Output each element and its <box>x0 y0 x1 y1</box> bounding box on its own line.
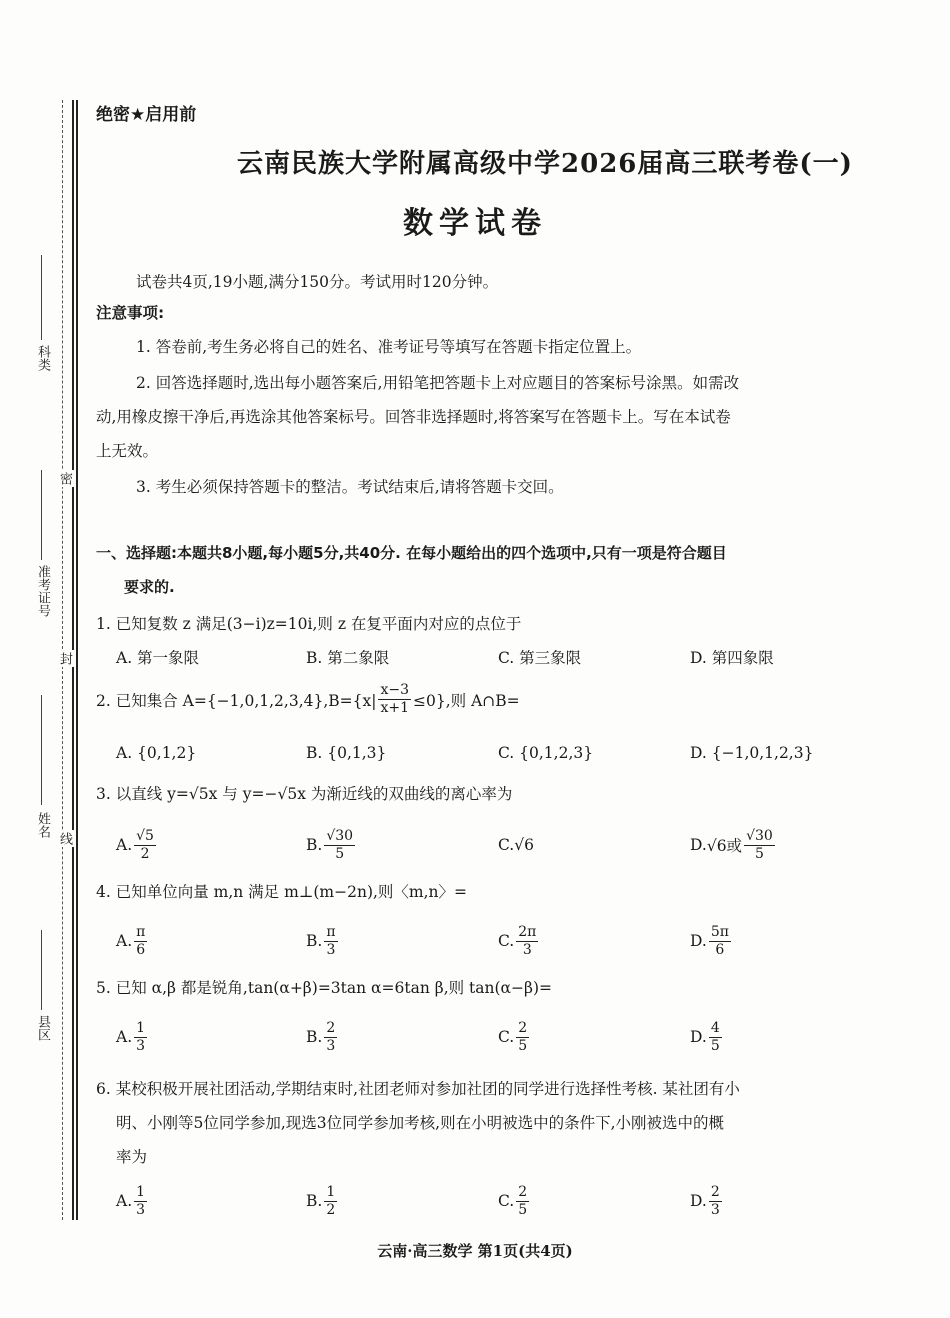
q5-options <box>116 1012 916 1062</box>
q6-stem-line2: 明、小刚等5位同学参加,现选3位同学参加考核,则在小明被选中的条件下,小刚被选中的概 <box>116 1114 725 1132</box>
q3-d-label: D. <box>690 836 707 854</box>
q6-c-label: C. <box>498 1192 515 1210</box>
q6-option-d <box>690 1176 724 1226</box>
q2-option-d: D. {−1,0,1,2,3} <box>690 744 814 762</box>
q4-b-frac <box>324 924 337 959</box>
q6-c-den: 5 <box>518 1201 528 1218</box>
q5-option-d <box>690 1012 724 1062</box>
seal-feng: 封 <box>57 652 72 665</box>
q2-frac-num: x−3 <box>380 682 410 698</box>
notice-title: 注意事项: <box>96 304 165 322</box>
q3-d-den: 5 <box>754 845 764 862</box>
q4-option-b <box>306 916 340 966</box>
q3-d-frac <box>744 828 775 863</box>
q3-a-label: A. <box>116 836 133 854</box>
exam-no-label: 准考证号 <box>35 565 50 617</box>
q5-b-label: B. <box>306 1028 323 1046</box>
exam-summary: 试卷共4页,19小题,满分150分。考试用时120分钟。 <box>136 273 499 291</box>
q3-b-label: B. <box>306 836 323 854</box>
q6-d-label: D. <box>690 1192 707 1210</box>
q6-option-b <box>306 1176 339 1226</box>
q2-option-c: C. {0,1,2,3} <box>498 744 594 762</box>
q4-b-label: B. <box>306 932 323 950</box>
q6-stem-line3: 率为 <box>116 1148 148 1166</box>
q3-option-d <box>690 820 777 870</box>
section1-heading: 一、选择题:本题共8小题,每小题5分,共40分. 在每小题给出的四个选项中,只有一项是符合题目 <box>96 544 727 562</box>
q4-b-den: 3 <box>326 941 336 958</box>
q4-a-label: A. <box>116 932 133 950</box>
q3-a-den: 2 <box>140 845 150 862</box>
q6-option-a <box>116 1176 149 1226</box>
q1-option-b: B. 第二象限 <box>306 649 390 667</box>
q6-options <box>116 1176 916 1226</box>
county-field-line <box>41 930 42 1010</box>
q6-c-frac <box>516 1184 529 1219</box>
q6-b-frac <box>324 1184 337 1219</box>
q6-d-frac <box>709 1184 722 1219</box>
q5-c-frac <box>516 1020 529 1055</box>
q3-a-frac <box>134 828 156 863</box>
name-field-line <box>41 695 42 805</box>
exam-no-field-line <box>41 470 42 560</box>
q5-c-den: 5 <box>518 1037 528 1054</box>
q1-stem: 1. 已知复数 z 满足(3−i)z=10i,则 z 在复平面内对应的点位于 <box>96 615 522 633</box>
q6-a-num: 1 <box>136 1183 146 1200</box>
q5-a-num: 1 <box>136 1019 146 1036</box>
q5-option-c <box>498 1012 531 1062</box>
q5-d-frac <box>709 1020 722 1055</box>
q5-a-label: A. <box>116 1028 133 1046</box>
q6-d-num: 2 <box>710 1183 720 1200</box>
q2-stem-a: 2. 已知集合 A={−1,0,1,2,3,4},B={x| <box>96 691 377 710</box>
q4-a-den: 6 <box>136 941 146 958</box>
q4-option-c <box>498 916 540 966</box>
q2-stem-b: ≤0},则 A∩B= <box>413 691 520 710</box>
q6-a-den: 3 <box>136 1201 146 1218</box>
q4-c-den: 3 <box>522 941 532 958</box>
q4-d-frac <box>709 924 731 959</box>
q2-options <box>116 728 916 778</box>
q5-b-num: 2 <box>326 1019 336 1036</box>
q3-d-num: √30 <box>746 827 773 844</box>
exam-title: 云南民族大学附属高级中学2026届高三联考卷(一) <box>237 149 853 179</box>
q4-option-d <box>690 916 733 966</box>
q3-c-val: √6 <box>514 836 534 854</box>
q1-option-d: D. 第四象限 <box>690 649 774 667</box>
note-1: 1. 答卷前,考生务必将自己的姓名、准考证号等填写在答题卡指定位置上。 <box>136 338 642 356</box>
q4-stem: 4. 已知单位向量 m,n 满足 m⊥(m−2n),则〈m,n〉= <box>96 883 468 901</box>
q3-stem: 3. 以直线 y=√5x 与 y=−√5x 为渐近线的双曲线的离心率为 <box>96 785 513 803</box>
q4-c-label: C. <box>498 932 515 950</box>
q6-b-label: B. <box>306 1192 323 1210</box>
q5-d-den: 5 <box>710 1037 720 1054</box>
q5-b-frac <box>324 1020 337 1055</box>
q6-b-den: 2 <box>326 1201 336 1218</box>
q3-b-den: 5 <box>335 845 345 862</box>
secret-mark: 绝密★启用前 <box>96 105 197 125</box>
q4-d-den: 6 <box>715 941 725 958</box>
q5-a-den: 3 <box>136 1037 146 1054</box>
q4-option-a <box>116 916 149 966</box>
q4-a-frac <box>134 924 147 959</box>
q6-option-c <box>498 1176 531 1226</box>
q4-c-frac <box>516 924 538 959</box>
binding-line-solid-2 <box>76 100 78 1220</box>
q6-stem: 6. 某校积极开展社团活动,学期结束时,社团老师对参加社团的同学进行选择性考核. 某社团有小 <box>96 1080 740 1098</box>
q4-d-label: D. <box>690 932 707 950</box>
seal-xian: 线 <box>57 832 72 845</box>
q6-b-num: 1 <box>326 1183 336 1200</box>
q3-option-b <box>306 820 357 870</box>
q5-c-label: C. <box>498 1028 515 1046</box>
section1-heading-cont: 要求的. <box>124 578 175 596</box>
q3-option-a <box>116 820 158 870</box>
q5-d-num: 4 <box>710 1019 720 1036</box>
q2-fraction <box>378 682 411 717</box>
q3-a-num: √5 <box>136 827 154 844</box>
q2-option-a: A. {0,1,2} <box>116 744 197 762</box>
q3-options <box>116 820 916 870</box>
q2-frac-den: x+1 <box>380 700 410 716</box>
subject-field-line <box>41 255 42 340</box>
q6-a-label: A. <box>116 1192 133 1210</box>
q3-d-pre: √6或 <box>706 837 743 855</box>
q4-c-num: 2π <box>518 923 537 940</box>
q1-options <box>116 632 916 682</box>
q4-options <box>116 916 916 966</box>
q6-a-frac <box>134 1184 147 1219</box>
q5-b-den: 3 <box>326 1037 336 1054</box>
exam-subtitle: 数学试卷 <box>403 206 547 241</box>
name-label: 姓名 <box>35 812 50 838</box>
subject-label: 科类 <box>35 345 50 371</box>
q3-c-label: C. <box>498 836 515 854</box>
q3-b-num: √30 <box>326 827 354 844</box>
note-2: 2. 回答选择题时,选出每小题答案后,用铅笔把答题卡上对应题目的答案标号涂黑。如需改 <box>136 374 740 392</box>
note-2-cont: 动,用橡皮擦干净后,再选涂其他答案标号。回答非选择题时,将答案写在答题卡上。写在本试卷 <box>96 408 731 426</box>
q5-a-frac <box>134 1020 147 1055</box>
q4-a-num: π <box>136 923 146 940</box>
q3-option-c <box>498 820 534 870</box>
q1-option-c: C. 第三象限 <box>498 649 582 667</box>
q4-b-num: π <box>326 923 336 940</box>
q4-d-num: 5π <box>710 923 729 940</box>
seal-mi: 密 <box>57 472 72 485</box>
q5-stem: 5. 已知 α,β 都是锐角,tan(α+β)=3tan α=6tan β,则 tan(α−β)= <box>96 979 553 997</box>
q1-option-a: A. 第一象限 <box>116 649 200 667</box>
county-label: 县区 <box>35 1015 50 1041</box>
q2-stem <box>96 682 520 717</box>
q6-c-num: 2 <box>518 1183 528 1200</box>
q3-b-frac <box>324 828 355 863</box>
page-footer: 云南·高三数学 第1页(共4页) <box>377 1242 573 1260</box>
q2-option-b: B. {0,1,3} <box>306 744 387 762</box>
note-2-end: 上无效。 <box>96 442 159 460</box>
q6-d-den: 3 <box>710 1201 720 1218</box>
q5-c-num: 2 <box>518 1019 528 1036</box>
q5-d-label: D. <box>690 1028 707 1046</box>
q5-option-b <box>306 1012 339 1062</box>
note-3: 3. 考生必须保持答题卡的整洁。考试结束后,请将答题卡交回。 <box>136 478 564 496</box>
q5-option-a <box>116 1012 149 1062</box>
